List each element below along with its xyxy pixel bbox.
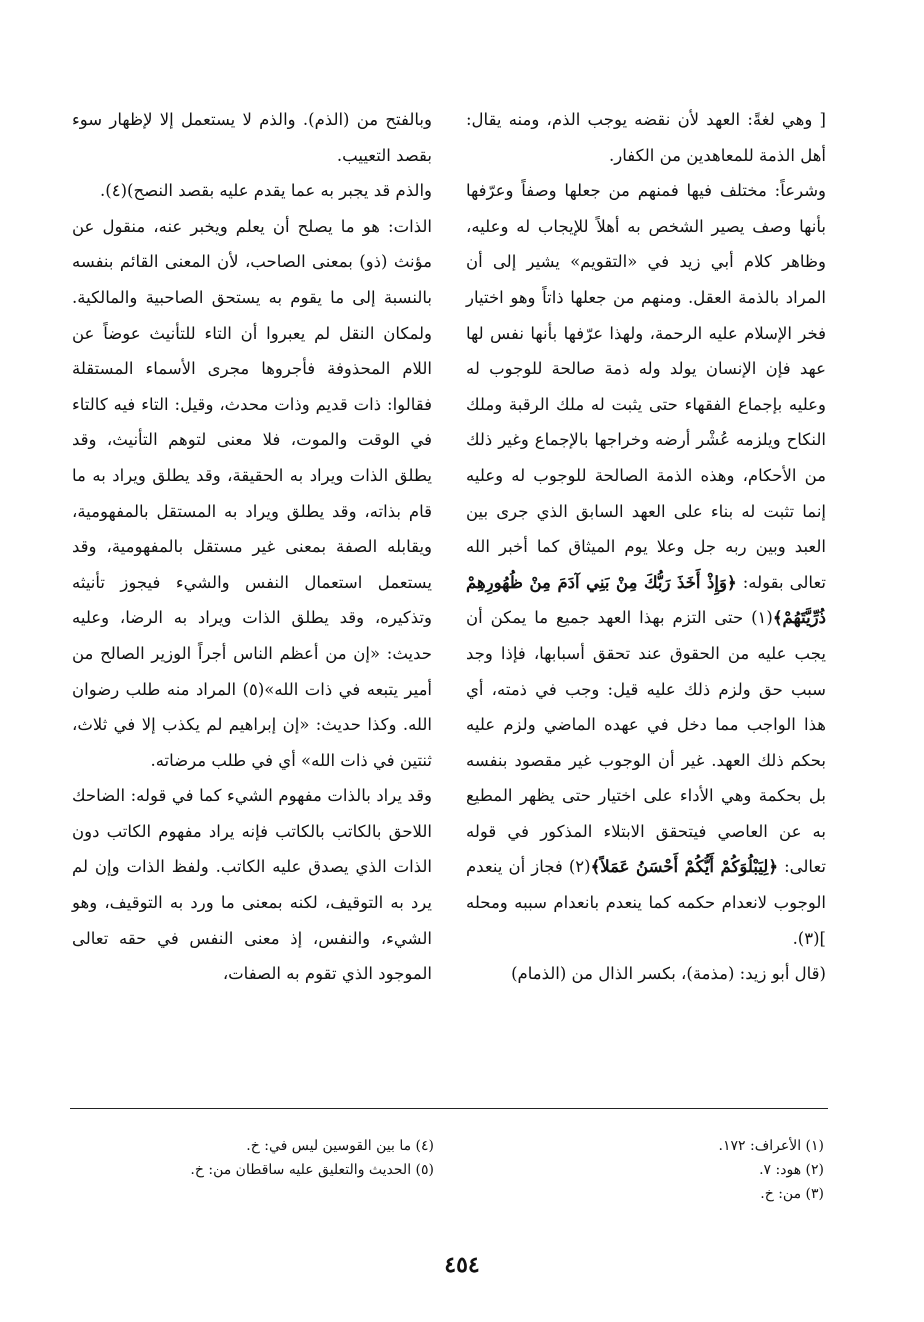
footnote: (٢) هود: ٧. xyxy=(759,1162,824,1178)
paragraph-text: (٢) فجاز أن ينعدم الوجوب لانعدام حكمه كما ينعدم بانعدام سببه ومحله ](٣). xyxy=(466,857,826,948)
footnote: (١) الأعراف: ١٧٢. xyxy=(718,1138,824,1154)
paragraph: والذم قد يجبر به عما يقدم عليه بقصد النصح)(٤). xyxy=(100,181,432,201)
paragraph xyxy=(466,173,826,956)
left-text-column xyxy=(72,102,432,992)
footnote: (٥) الحديث والتعليق عليه ساقطان من: خ. xyxy=(190,1162,434,1178)
footnotes-left xyxy=(94,1134,434,1182)
right-text-column xyxy=(466,102,826,992)
footnotes-right xyxy=(504,1134,824,1206)
quran-verse: ﴿لِيَبْلُوَكُمْ أَيُّكُمْ أَحْسَنُ عَمَلاً﴾ xyxy=(590,857,778,877)
footnote-divider xyxy=(70,1108,828,1109)
paragraph: الذات: هو ما يصلح أن يعلم ويخبر عنه، منقول عن مؤنث (ذو) بمعنى الصاحب، لأن المعنى القائم بنفسه بالنسبة إلى ما يقوم به يستحق الصاحبية والمالكية. ولمكان النقل لم يعبروا أن التاء للتأنيث عوضاً عن اللام المحذوفة فأجروها مجرى الأسماء المستقلة فقالوا: ذات قديم وذات محدث، وقيل: التاء فيه كالتاء في الوقت والموت، فلا معنى لتوهم التأنيث، وقد يطلق الذات ويراد به الحقيقة، وقد يطلق ويراد به ما قام بذاته، وقد يطلق ويراد به المستقل بالمفهومية، ويقابله الصفة بمعنى غير مستقل بالمفهومية، وقد يستعمل استعمال النفس والشيء فيجوز تأنيثه وتذكيره، وقد يطلق الذات ويراد به الرضا، وعليه حديث: «إن من أعظم الناس أجراً الوزير الصالح من أمير يتبعه في ذات الله»(٥) المراد منه طلب رضوان الله. وكذا حديث: «إن إبراهيم لم يكذب إلا في ثلاث، ثنتين في ذات الله» أي في طلب مرضاته. xyxy=(72,216,432,770)
footnote: (٣) من: خ. xyxy=(760,1186,824,1202)
paragraph-text: وشرعاً: مختلف فيها فمنهم من جعلها وصفاً وعرّفها بأنها وصف يصير الشخص به أهلاً للإيجاب له وعليه، وظاهر كلام أبي زيد في «التقويم» يشير إلى أن المراد بالذمة العقل. ومنهم من جعلها ذاتاً وهو اختيار فخر الإسلام عليه الرحمة، ولهذا عرّفها بأنها نفس لها عهد فإن الإنسان يولد وله ذمة صالحة للوجوب له وعليه بإجماع الفقهاء حتى يثبت له ملك الرقبة وملك النكاح ويلزمه عُشْر أرضه وخراجها بالإجماع وغير ذلك من الأحكام، وهذه الذمة الصالحة للوجوب له وعليه إنما تثبت له بناء على العهد السابق الذي جرى بين العبد وبين ربه جل وعلا يوم الميثاق كما أخبر الله تعالى بقوله: xyxy=(466,181,827,592)
paragraph: وبالفتح من (الذم). والذم لا يستعمل إلا لإظهار سوء بقصد التعييب. xyxy=(72,110,432,165)
paragraph: [ وهي لغةً: العهد لأن نقضه يوجب الذم، ومنه يقال: أهل الذمة للمعاهدين من الكفار. xyxy=(466,110,826,165)
page-number: ٤٥٤ xyxy=(444,1252,480,1278)
paragraph: وقد يراد بالذات مفهوم الشيء كما في قوله: الضاحك اللاحق بالكاتب بالكاتب فإنه يراد مفهوم الكاتب دون الذات الذي يصدق عليه الكاتب. ولفظ الذات وإن لم يرد به التوقيف، لكنه بمعنى ما ورد به التوقيف، وهو الشيء، والنفس، إذ معنى النفس في حقه تعالى الموجود الذي تقوم به الصفات، xyxy=(72,786,432,984)
footnote: (٤) ما بين القوسين ليس في: خ. xyxy=(246,1138,434,1154)
quran-verse: ﴿وَإِذْ أَخَذَ رَبُّكَ مِنْ بَنِي آدَمَ مِنْ ظُهُورِهِمْ ذُرِّيَّتَهُمْ﴾ xyxy=(466,572,826,628)
paragraph: (قال أبو زيد: (مذمة)، بكسر الذال من (الذمام) xyxy=(511,964,826,984)
paragraph-text: (١) حتى التزم بهذا العهد جميع ما يمكن أن يجب عليه من الحقوق عند تحقق أسبابها، فإذا وجد سبب حق ولزم ذلك عليه قيل: وجب في ذمته، أي هذا الواجب مما دخل في عهده الماضي ولزم عليه بحكم ذلك العهد. غير أن الوجوب غير مقصود بنفسه بل بحكمة وهي الأداء على اختيار حتى يظهر المطيع به عن العاصي فيتحقق الابتلاء المذكور في قوله تعالى: xyxy=(466,608,826,877)
